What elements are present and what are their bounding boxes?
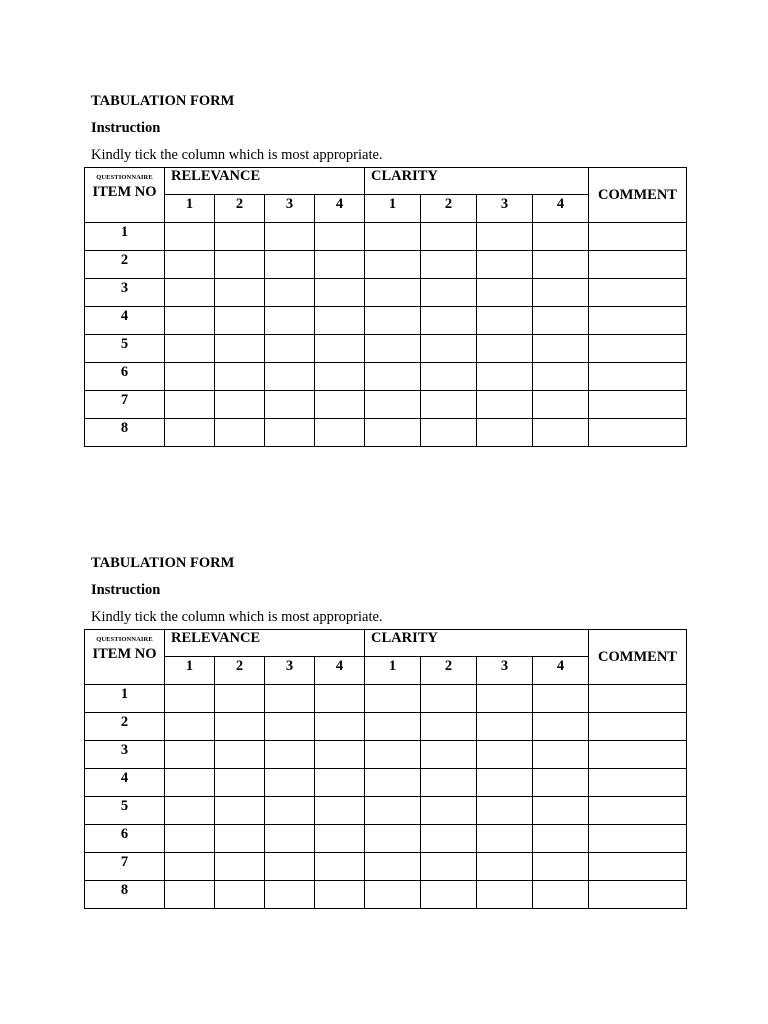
clarity-tick-cell[interactable] <box>477 769 533 797</box>
clarity-tick-cell[interactable] <box>533 279 589 307</box>
relevance-tick-cell[interactable] <box>165 363 215 391</box>
clarity-tick-cell[interactable] <box>421 223 477 251</box>
table-row <box>85 685 687 713</box>
clarity-tick-cell[interactable] <box>477 335 533 363</box>
relevance-tick-cell[interactable] <box>215 363 265 391</box>
table-row <box>85 363 687 391</box>
questionnaire-label: QUESTIONNAIRE <box>96 174 153 181</box>
relevance-tick-cell[interactable] <box>315 279 365 307</box>
comment-cell[interactable] <box>589 279 687 307</box>
tabulation-table <box>84 629 687 909</box>
clarity-tick-cell[interactable] <box>365 251 421 279</box>
relevance-tick-cell[interactable] <box>315 223 365 251</box>
clarity-tick-cell[interactable] <box>533 797 589 825</box>
clarity-scale-4: 4 <box>533 657 589 685</box>
relevance-tick-cell[interactable] <box>215 307 265 335</box>
clarity-tick-cell[interactable] <box>533 769 589 797</box>
item-number-cell: 2 <box>85 251 165 279</box>
comment-cell[interactable] <box>589 391 687 419</box>
clarity-tick-cell[interactable] <box>421 391 477 419</box>
table-row <box>85 391 687 419</box>
clarity-tick-cell[interactable] <box>365 419 421 447</box>
relevance-tick-cell[interactable] <box>315 713 365 741</box>
clarity-tick-cell[interactable] <box>421 741 477 769</box>
comment-header: COMMENT <box>589 630 687 685</box>
relevance-tick-cell[interactable] <box>265 825 315 853</box>
comment-cell[interactable] <box>589 713 687 741</box>
item-number-cell: 5 <box>85 797 165 825</box>
relevance-tick-cell[interactable] <box>165 223 215 251</box>
item-no-header <box>85 168 165 223</box>
clarity-tick-cell[interactable] <box>533 741 589 769</box>
relevance-tick-cell[interactable] <box>265 391 315 419</box>
relevance-tick-cell[interactable] <box>165 307 215 335</box>
relevance-tick-cell[interactable] <box>265 797 315 825</box>
clarity-tick-cell[interactable] <box>477 279 533 307</box>
clarity-tick-cell[interactable] <box>365 853 421 881</box>
comment-cell[interactable] <box>589 307 687 335</box>
relevance-tick-cell[interactable] <box>315 335 365 363</box>
instruction-heading: Instruction <box>91 120 161 136</box>
relevance-tick-cell[interactable] <box>165 713 215 741</box>
clarity-tick-cell[interactable] <box>477 391 533 419</box>
item-no-header <box>85 630 165 685</box>
clarity-tick-cell[interactable] <box>365 769 421 797</box>
clarity-tick-cell[interactable] <box>365 741 421 769</box>
item-number-cell: 2 <box>85 713 165 741</box>
clarity-tick-cell[interactable] <box>533 419 589 447</box>
clarity-tick-cell[interactable] <box>533 223 589 251</box>
relevance-tick-cell[interactable] <box>215 853 265 881</box>
relevance-tick-cell[interactable] <box>165 797 215 825</box>
relevance-tick-cell[interactable] <box>265 741 315 769</box>
relevance-tick-cell[interactable] <box>215 419 265 447</box>
tabulation-form-1 <box>84 93 686 447</box>
relevance-tick-cell[interactable] <box>265 307 315 335</box>
instruction-text: Kindly tick the column which is most appropriate. <box>91 609 383 625</box>
comment-cell[interactable] <box>589 881 687 909</box>
clarity-tick-cell[interactable] <box>533 363 589 391</box>
clarity-tick-cell[interactable] <box>365 223 421 251</box>
item-number-cell: 7 <box>85 391 165 419</box>
relevance-tick-cell[interactable] <box>315 797 365 825</box>
relevance-scale-2: 2 <box>215 195 265 223</box>
item-number-cell: 8 <box>85 419 165 447</box>
item-number-cell: 4 <box>85 307 165 335</box>
instruction-text: Kindly tick the column which is most appropriate. <box>91 147 383 163</box>
clarity-tick-cell[interactable] <box>365 797 421 825</box>
clarity-scale-4: 4 <box>533 195 589 223</box>
table-row <box>85 419 687 447</box>
relevance-tick-cell[interactable] <box>165 769 215 797</box>
relevance-tick-cell[interactable] <box>165 279 215 307</box>
clarity-tick-cell[interactable] <box>421 853 477 881</box>
clarity-scale-1: 1 <box>365 195 421 223</box>
relevance-tick-cell[interactable] <box>165 853 215 881</box>
clarity-tick-cell[interactable] <box>477 419 533 447</box>
relevance-tick-cell[interactable] <box>215 769 265 797</box>
relevance-tick-cell[interactable] <box>215 251 265 279</box>
relevance-scale-3: 3 <box>265 657 315 685</box>
item-no-label: ITEM NO <box>92 184 157 200</box>
table-row <box>85 769 687 797</box>
comment-cell[interactable] <box>589 741 687 769</box>
clarity-tick-cell[interactable] <box>533 307 589 335</box>
comment-cell[interactable] <box>589 769 687 797</box>
clarity-scale-1: 1 <box>365 657 421 685</box>
relevance-tick-cell[interactable] <box>165 335 215 363</box>
relevance-header: RELEVANCE <box>165 168 365 195</box>
form-title: TABULATION FORM <box>91 555 235 571</box>
clarity-tick-cell[interactable] <box>477 251 533 279</box>
relevance-tick-cell[interactable] <box>165 825 215 853</box>
clarity-tick-cell[interactable] <box>365 335 421 363</box>
tabulation-table <box>84 167 687 447</box>
relevance-scale-4: 4 <box>315 657 365 685</box>
relevance-scale-4: 4 <box>315 195 365 223</box>
item-number-cell: 1 <box>85 223 165 251</box>
relevance-tick-cell[interactable] <box>165 881 215 909</box>
clarity-tick-cell[interactable] <box>533 853 589 881</box>
clarity-tick-cell[interactable] <box>421 769 477 797</box>
table-row <box>85 251 687 279</box>
clarity-tick-cell[interactable] <box>365 391 421 419</box>
relevance-tick-cell[interactable] <box>265 881 315 909</box>
table-row <box>85 223 687 251</box>
clarity-tick-cell[interactable] <box>421 685 477 713</box>
clarity-tick-cell[interactable] <box>365 713 421 741</box>
relevance-tick-cell[interactable] <box>315 419 365 447</box>
relevance-tick-cell[interactable] <box>315 391 365 419</box>
relevance-tick-cell[interactable] <box>165 741 215 769</box>
clarity-tick-cell[interactable] <box>477 223 533 251</box>
relevance-tick-cell[interactable] <box>215 713 265 741</box>
clarity-tick-cell[interactable] <box>365 363 421 391</box>
relevance-scale-2: 2 <box>215 657 265 685</box>
clarity-tick-cell[interactable] <box>421 881 477 909</box>
clarity-tick-cell[interactable] <box>533 391 589 419</box>
relevance-tick-cell[interactable] <box>315 251 365 279</box>
item-number-cell: 1 <box>85 685 165 713</box>
relevance-tick-cell[interactable] <box>315 769 365 797</box>
relevance-tick-cell[interactable] <box>165 685 215 713</box>
relevance-tick-cell[interactable] <box>315 307 365 335</box>
clarity-scale-3: 3 <box>477 657 533 685</box>
clarity-tick-cell[interactable] <box>421 279 477 307</box>
relevance-scale-3: 3 <box>265 195 315 223</box>
item-number-cell: 3 <box>85 279 165 307</box>
relevance-tick-cell[interactable] <box>315 853 365 881</box>
relevance-tick-cell[interactable] <box>165 251 215 279</box>
clarity-tick-cell[interactable] <box>477 881 533 909</box>
item-number-cell: 5 <box>85 335 165 363</box>
clarity-tick-cell[interactable] <box>533 713 589 741</box>
relevance-tick-cell[interactable] <box>165 391 215 419</box>
clarity-tick-cell[interactable] <box>477 685 533 713</box>
relevance-tick-cell[interactable] <box>215 741 265 769</box>
comment-cell[interactable] <box>589 797 687 825</box>
clarity-header: CLARITY <box>365 168 589 195</box>
table-row <box>85 825 687 853</box>
relevance-tick-cell[interactable] <box>215 825 265 853</box>
relevance-tick-cell[interactable] <box>265 853 315 881</box>
relevance-tick-cell[interactable] <box>315 363 365 391</box>
item-number-cell: 4 <box>85 769 165 797</box>
clarity-tick-cell[interactable] <box>533 881 589 909</box>
clarity-header: CLARITY <box>365 630 589 657</box>
item-number-cell: 6 <box>85 363 165 391</box>
clarity-tick-cell[interactable] <box>477 307 533 335</box>
clarity-tick-cell[interactable] <box>421 363 477 391</box>
table-row <box>85 335 687 363</box>
comment-cell[interactable] <box>589 363 687 391</box>
relevance-tick-cell[interactable] <box>165 419 215 447</box>
comment-cell[interactable] <box>589 825 687 853</box>
clarity-tick-cell[interactable] <box>421 419 477 447</box>
relevance-tick-cell[interactable] <box>215 335 265 363</box>
clarity-tick-cell[interactable] <box>421 307 477 335</box>
comment-cell[interactable] <box>589 419 687 447</box>
item-number-cell: 3 <box>85 741 165 769</box>
table-row <box>85 853 687 881</box>
instruction-heading: Instruction <box>91 582 161 598</box>
clarity-tick-cell[interactable] <box>421 335 477 363</box>
relevance-tick-cell[interactable] <box>265 223 315 251</box>
comment-cell[interactable] <box>589 335 687 363</box>
item-number-cell: 7 <box>85 853 165 881</box>
relevance-tick-cell[interactable] <box>265 713 315 741</box>
relevance-header: RELEVANCE <box>165 630 365 657</box>
clarity-scale-2: 2 <box>421 195 477 223</box>
relevance-tick-cell[interactable] <box>265 419 315 447</box>
clarity-tick-cell[interactable] <box>533 825 589 853</box>
relevance-tick-cell[interactable] <box>215 391 265 419</box>
form-title: TABULATION FORM <box>91 93 235 109</box>
clarity-tick-cell[interactable] <box>365 307 421 335</box>
relevance-tick-cell[interactable] <box>315 825 365 853</box>
relevance-tick-cell[interactable] <box>265 685 315 713</box>
relevance-tick-cell[interactable] <box>215 797 265 825</box>
clarity-tick-cell[interactable] <box>477 741 533 769</box>
clarity-tick-cell[interactable] <box>477 713 533 741</box>
clarity-tick-cell[interactable] <box>533 335 589 363</box>
relevance-tick-cell[interactable] <box>215 279 265 307</box>
comment-header: COMMENT <box>589 168 687 223</box>
clarity-scale-2: 2 <box>421 657 477 685</box>
clarity-tick-cell[interactable] <box>365 825 421 853</box>
clarity-scale-3: 3 <box>477 195 533 223</box>
relevance-scale-1: 1 <box>165 657 215 685</box>
clarity-tick-cell[interactable] <box>365 685 421 713</box>
table-row <box>85 279 687 307</box>
clarity-tick-cell[interactable] <box>477 363 533 391</box>
clarity-tick-cell[interactable] <box>421 713 477 741</box>
table-row <box>85 741 687 769</box>
clarity-tick-cell[interactable] <box>421 251 477 279</box>
relevance-tick-cell[interactable] <box>315 881 365 909</box>
relevance-tick-cell[interactable] <box>265 279 315 307</box>
item-no-label: ITEM NO <box>92 646 157 662</box>
clarity-tick-cell[interactable] <box>477 853 533 881</box>
comment-cell[interactable] <box>589 853 687 881</box>
table-row <box>85 307 687 335</box>
questionnaire-label: QUESTIONNAIRE <box>96 636 153 643</box>
item-number-cell: 6 <box>85 825 165 853</box>
clarity-tick-cell[interactable] <box>421 825 477 853</box>
comment-cell[interactable] <box>589 685 687 713</box>
table-row <box>85 713 687 741</box>
clarity-tick-cell[interactable] <box>477 797 533 825</box>
table-row <box>85 797 687 825</box>
comment-cell[interactable] <box>589 223 687 251</box>
relevance-tick-cell[interactable] <box>215 223 265 251</box>
relevance-tick-cell[interactable] <box>265 769 315 797</box>
clarity-tick-cell[interactable] <box>477 825 533 853</box>
relevance-tick-cell[interactable] <box>265 251 315 279</box>
table-row <box>85 881 687 909</box>
relevance-tick-cell[interactable] <box>215 881 265 909</box>
relevance-tick-cell[interactable] <box>315 685 365 713</box>
relevance-tick-cell[interactable] <box>215 685 265 713</box>
clarity-tick-cell[interactable] <box>365 881 421 909</box>
clarity-tick-cell[interactable] <box>533 251 589 279</box>
relevance-tick-cell[interactable] <box>265 363 315 391</box>
relevance-scale-1: 1 <box>165 195 215 223</box>
clarity-tick-cell[interactable] <box>533 685 589 713</box>
tabulation-form-2 <box>84 555 686 909</box>
comment-cell[interactable] <box>589 251 687 279</box>
relevance-tick-cell[interactable] <box>315 741 365 769</box>
clarity-tick-cell[interactable] <box>421 797 477 825</box>
item-number-cell: 8 <box>85 881 165 909</box>
relevance-tick-cell[interactable] <box>265 335 315 363</box>
clarity-tick-cell[interactable] <box>365 279 421 307</box>
